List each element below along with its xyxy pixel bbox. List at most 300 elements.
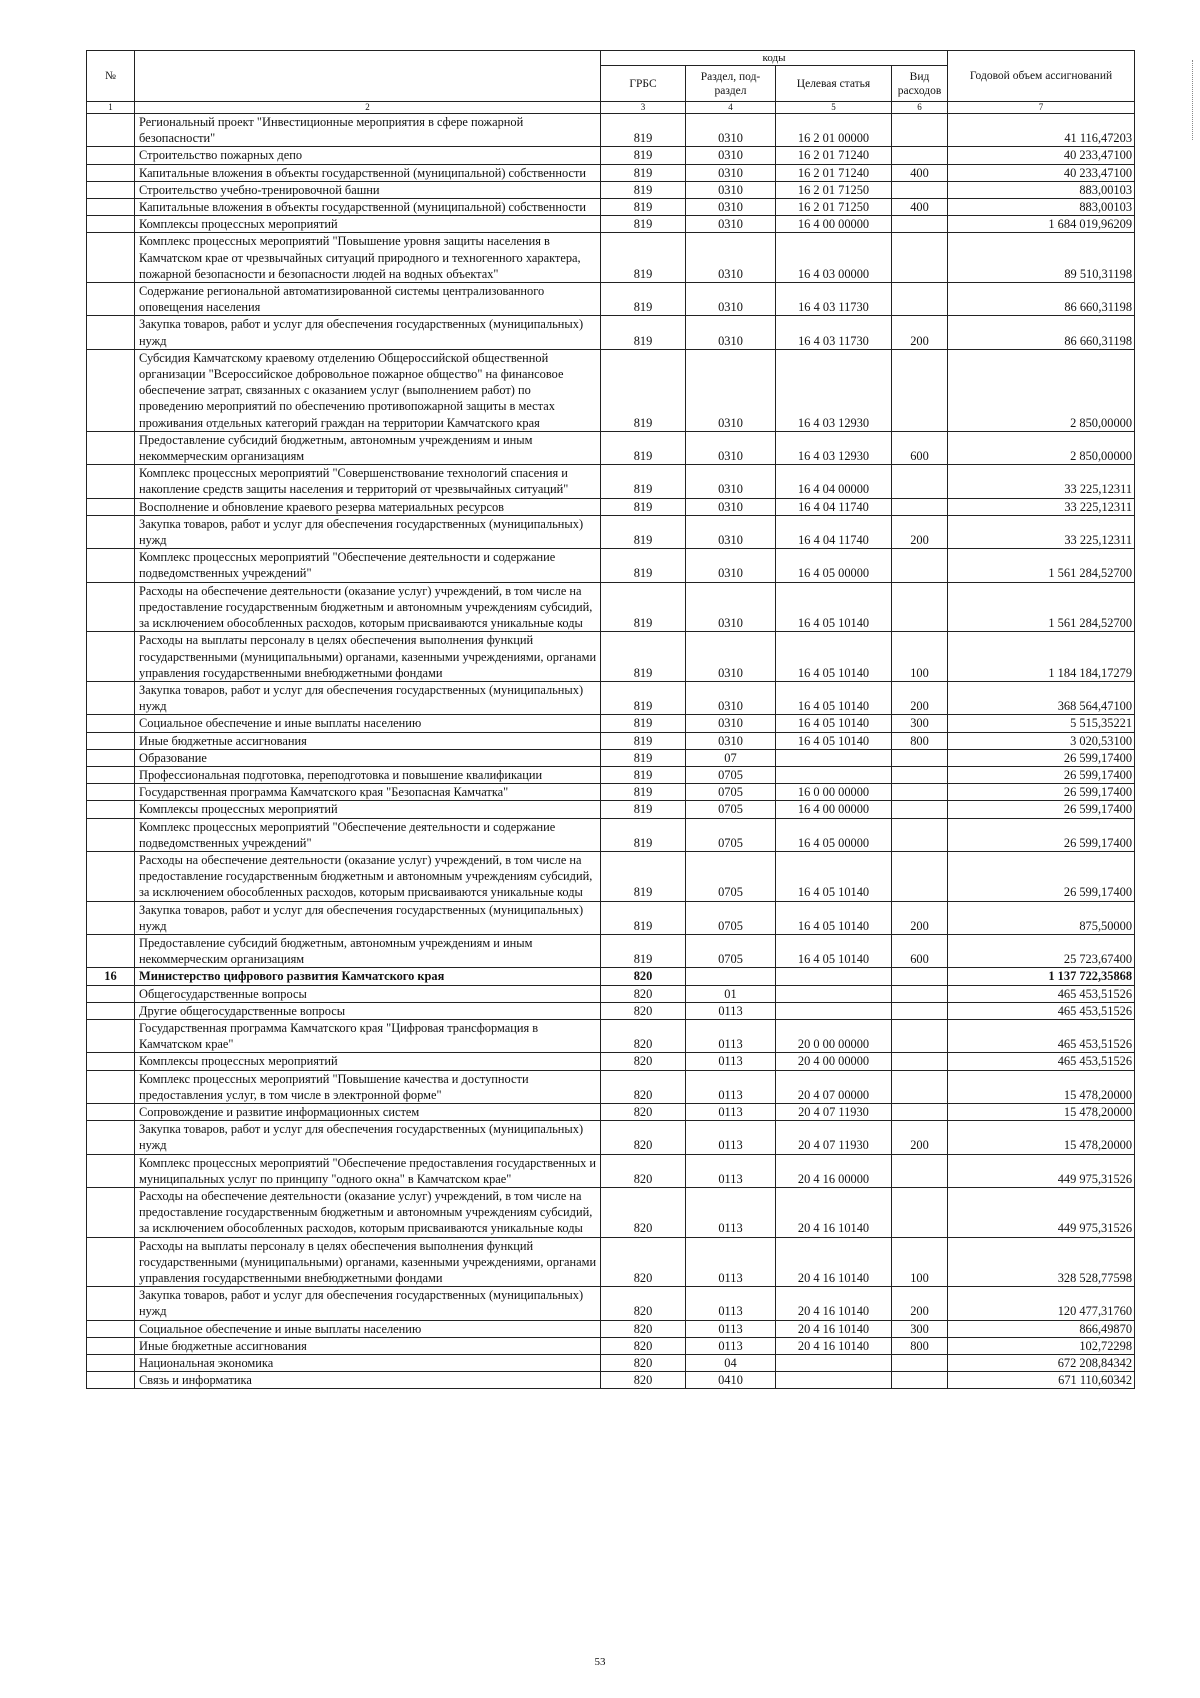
expense-type-code: 400 xyxy=(892,199,948,216)
table-row xyxy=(87,515,1135,548)
item-name: Комплекс процессных мероприятий "Обеспечение деятельности и содержание подведомственных учреждений" xyxy=(135,818,601,851)
column-number: 2 xyxy=(135,102,601,114)
section-code: 0113 xyxy=(686,1002,776,1019)
item-name: Предоставление субсидий бюджетным, автономным учреждениям и иным некоммерческим организациям xyxy=(135,431,601,464)
expense-type-code xyxy=(892,498,948,515)
grbs-code: 819 xyxy=(601,801,686,818)
section-code: 0113 xyxy=(686,1287,776,1320)
target-article-code: 16 0 00 00000 xyxy=(776,784,892,801)
expense-type-code xyxy=(892,283,948,316)
row-number xyxy=(87,749,135,766)
item-name: Расходы на обеспечение деятельности (оказание услуг) учреждений, в том числе на предоставление государственным бюджетным и автономным учреждениям субсидий, за исключением обособленных расходов, которым присваиваются уникальные коды xyxy=(135,851,601,901)
item-name: Региональный проект "Инвестиционные мероприятия в сфере пожарной безопасности" xyxy=(135,114,601,147)
annual-sum: 25 723,67400 xyxy=(948,934,1135,967)
item-name: Другие общегосударственные вопросы xyxy=(135,1002,601,1019)
annual-sum: 15 478,20000 xyxy=(948,1121,1135,1154)
grbs-code: 819 xyxy=(601,181,686,198)
annual-sum: 89 510,31198 xyxy=(948,233,1135,283)
expense-type-code xyxy=(892,233,948,283)
annual-sum: 875,50000 xyxy=(948,901,1135,934)
grbs-code: 820 xyxy=(601,1154,686,1187)
grbs-code: 819 xyxy=(601,164,686,181)
grbs-code: 819 xyxy=(601,901,686,934)
row-number xyxy=(87,851,135,901)
section-code: 0310 xyxy=(686,515,776,548)
target-article-code xyxy=(776,1372,892,1389)
section-code: 0705 xyxy=(686,818,776,851)
annual-sum: 5 515,35221 xyxy=(948,715,1135,732)
row-number xyxy=(87,1053,135,1070)
expense-type-code xyxy=(892,1355,948,1372)
table-row xyxy=(87,801,1135,818)
row-number xyxy=(87,632,135,682)
section-code: 0705 xyxy=(686,901,776,934)
table-row xyxy=(87,1320,1135,1337)
header-annual-sum: Годовой объем ассигнований xyxy=(948,51,1135,102)
expense-type-code: 200 xyxy=(892,901,948,934)
grbs-code: 819 xyxy=(601,766,686,783)
item-name: Восполнение и обновление краевого резерва материальных ресурсов xyxy=(135,498,601,515)
section-code: 0113 xyxy=(686,1237,776,1287)
section-code: 0113 xyxy=(686,1188,776,1238)
expense-type-code: 600 xyxy=(892,934,948,967)
item-name: Комплекс процессных мероприятий "Повышение качества и доступности предоставления услуг, в том числе в электронной форме" xyxy=(135,1070,601,1103)
annual-sum: 15 478,20000 xyxy=(948,1070,1135,1103)
target-article-code: 20 4 07 11930 xyxy=(776,1103,892,1120)
row-number xyxy=(87,766,135,783)
table-row xyxy=(87,216,1135,233)
section-code: 0113 xyxy=(686,1154,776,1187)
item-name: Национальная экономика xyxy=(135,1355,601,1372)
grbs-code: 819 xyxy=(601,681,686,714)
section-code: 0310 xyxy=(686,681,776,714)
target-article-code: 20 4 16 10140 xyxy=(776,1337,892,1354)
page-number: 53 xyxy=(594,1656,606,1668)
table-row xyxy=(87,715,1135,732)
table-row xyxy=(87,283,1135,316)
grbs-code: 820 xyxy=(601,1103,686,1120)
table-row xyxy=(87,784,1135,801)
expense-type-code xyxy=(892,784,948,801)
item-name: Расходы на выплаты персоналу в целях обеспечения выполнения функций государственными (муниципальными) органами, казенными учреждениями, органами управления государственными внебюджетными фондами xyxy=(135,632,601,682)
section-code: 0310 xyxy=(686,549,776,582)
table-row xyxy=(87,749,1135,766)
grbs-code: 819 xyxy=(601,632,686,682)
grbs-code: 819 xyxy=(601,216,686,233)
item-name: Социальное обеспечение и иные выплаты населению xyxy=(135,1320,601,1337)
row-number xyxy=(87,1121,135,1154)
annual-sum: 3 020,53100 xyxy=(948,732,1135,749)
grbs-code: 820 xyxy=(601,985,686,1002)
grbs-code: 820 xyxy=(601,1320,686,1337)
grbs-code: 820 xyxy=(601,1337,686,1354)
grbs-code: 819 xyxy=(601,732,686,749)
table-row xyxy=(87,114,1135,147)
item-name: Комплексы процессных мероприятий xyxy=(135,1053,601,1070)
table-row xyxy=(87,1372,1135,1389)
expense-type-code xyxy=(892,818,948,851)
expense-type-code xyxy=(892,1372,948,1389)
target-article-code: 16 4 04 11740 xyxy=(776,498,892,515)
target-article-code: 16 4 05 10140 xyxy=(776,681,892,714)
annual-sum: 86 660,31198 xyxy=(948,283,1135,316)
target-article-code: 16 4 03 11730 xyxy=(776,283,892,316)
annual-sum: 2 850,00000 xyxy=(948,431,1135,464)
expense-type-code xyxy=(892,114,948,147)
item-name: Расходы на обеспечение деятельности (оказание услуг) учреждений, в том числе на предоставление государственным бюджетным и автономным учреждениям субсидий, за исключением обособленных расходов, которым присваиваются уникальные коды xyxy=(135,1188,601,1238)
row-number xyxy=(87,114,135,147)
grbs-code: 820 xyxy=(601,1372,686,1389)
expense-type-code: 200 xyxy=(892,515,948,548)
annual-sum: 672 208,84342 xyxy=(948,1355,1135,1372)
grbs-code: 820 xyxy=(601,968,686,985)
expense-type-code: 800 xyxy=(892,732,948,749)
section-code: 0705 xyxy=(686,766,776,783)
annual-sum: 33 225,12311 xyxy=(948,465,1135,498)
target-article-code: 16 2 01 71240 xyxy=(776,164,892,181)
annual-sum: 26 599,17400 xyxy=(948,801,1135,818)
row-number xyxy=(87,181,135,198)
table-row xyxy=(87,1188,1135,1238)
section-code: 0310 xyxy=(686,465,776,498)
section-code: 0310 xyxy=(686,349,776,431)
annual-sum: 883,00103 xyxy=(948,181,1135,198)
grbs-code: 820 xyxy=(601,1287,686,1320)
row-number xyxy=(87,1019,135,1052)
expense-type-code: 800 xyxy=(892,1337,948,1354)
grbs-code: 820 xyxy=(601,1019,686,1052)
row-number xyxy=(87,784,135,801)
table-row xyxy=(87,985,1135,1002)
item-name: Строительство пожарных депо xyxy=(135,147,601,164)
item-name: Закупка товаров, работ и услуг для обеспечения государственных (муниципальных) нужд xyxy=(135,515,601,548)
expense-type-code xyxy=(892,1103,948,1120)
column-number: 6 xyxy=(892,102,948,114)
table-row xyxy=(87,465,1135,498)
section-code: 0310 xyxy=(686,181,776,198)
section-code: 0705 xyxy=(686,934,776,967)
target-article-code xyxy=(776,1355,892,1372)
table-row xyxy=(87,431,1135,464)
annual-sum: 465 453,51526 xyxy=(948,1019,1135,1052)
annual-sum: 1 184 184,17279 xyxy=(948,632,1135,682)
annual-sum: 449 975,31526 xyxy=(948,1154,1135,1187)
target-article-code: 16 4 04 11740 xyxy=(776,515,892,548)
grbs-code: 819 xyxy=(601,515,686,548)
section-code: 0113 xyxy=(686,1053,776,1070)
target-article-code: 16 4 03 12930 xyxy=(776,431,892,464)
item-name: Социальное обеспечение и иные выплаты населению xyxy=(135,715,601,732)
section-code: 0310 xyxy=(686,498,776,515)
expense-type-code xyxy=(892,465,948,498)
table-row xyxy=(87,582,1135,632)
section-code: 0310 xyxy=(686,114,776,147)
row-number xyxy=(87,1002,135,1019)
section-code xyxy=(686,968,776,985)
item-name: Комплекс процессных мероприятий "Обеспечение предоставления государственных и муниципальных услуг по принципу "одного окна" в Камчатском крае" xyxy=(135,1154,601,1187)
table-row xyxy=(87,1053,1135,1070)
expense-type-code xyxy=(892,1019,948,1052)
item-name: Расходы на выплаты персоналу в целях обеспечения выполнения функций государственными (муниципальными) органами, казенными учреждениями, органами управления государственными внебюджетными фондами xyxy=(135,1237,601,1287)
grbs-code: 820 xyxy=(601,1237,686,1287)
annual-sum: 1 561 284,52700 xyxy=(948,582,1135,632)
section-code: 0310 xyxy=(686,164,776,181)
expense-type-code xyxy=(892,1188,948,1238)
table-row xyxy=(87,681,1135,714)
target-article-code: 20 4 16 00000 xyxy=(776,1154,892,1187)
row-number: 16 xyxy=(87,968,135,985)
item-name: Связь и информатика xyxy=(135,1372,601,1389)
item-name: Иные бюджетные ассигнования xyxy=(135,1337,601,1354)
item-name: Иные бюджетные ассигнования xyxy=(135,732,601,749)
expense-type-code xyxy=(892,1070,948,1103)
annual-sum: 465 453,51526 xyxy=(948,985,1135,1002)
item-name: Расходы на обеспечение деятельности (оказание услуг) учреждений, в том числе на предоставление государственным бюджетным и автономным учреждениям субсидий, за исключением обособленных расходов, которым присваиваются уникальные коды xyxy=(135,582,601,632)
expense-type-code: 100 xyxy=(892,632,948,682)
grbs-code: 819 xyxy=(601,749,686,766)
section-code: 0705 xyxy=(686,784,776,801)
annual-sum: 26 599,17400 xyxy=(948,818,1135,851)
target-article-code: 16 2 01 71240 xyxy=(776,147,892,164)
row-number xyxy=(87,1287,135,1320)
expense-type-code: 200 xyxy=(892,1121,948,1154)
section-code: 0310 xyxy=(686,216,776,233)
item-name: Государственная программа Камчатского края "Цифровая трансформация в Камчатском крае" xyxy=(135,1019,601,1052)
target-article-code: 20 4 16 10140 xyxy=(776,1188,892,1238)
expense-type-code: 200 xyxy=(892,316,948,349)
item-name: Комплекс процессных мероприятий "Обеспечение деятельности и содержание подведомственных учреждений" xyxy=(135,549,601,582)
row-number xyxy=(87,233,135,283)
table-row xyxy=(87,732,1135,749)
table-row xyxy=(87,147,1135,164)
section-code: 0310 xyxy=(686,147,776,164)
section-code: 0310 xyxy=(686,233,776,283)
annual-sum: 120 477,31760 xyxy=(948,1287,1135,1320)
item-name: Строительство учебно-тренировочной башни xyxy=(135,181,601,198)
expense-type-code xyxy=(892,985,948,1002)
expense-type-code xyxy=(892,766,948,783)
target-article-code xyxy=(776,1002,892,1019)
table-row xyxy=(87,316,1135,349)
row-number xyxy=(87,934,135,967)
expense-type-code xyxy=(892,1154,948,1187)
annual-sum: 40 233,47100 xyxy=(948,164,1135,181)
expense-type-code xyxy=(892,181,948,198)
expense-type-code: 600 xyxy=(892,431,948,464)
row-number xyxy=(87,549,135,582)
target-article-code: 16 4 05 10140 xyxy=(776,851,892,901)
expense-type-code xyxy=(892,749,948,766)
annual-sum: 866,49870 xyxy=(948,1320,1135,1337)
target-article-code: 16 4 05 00000 xyxy=(776,549,892,582)
row-number xyxy=(87,1372,135,1389)
grbs-code: 820 xyxy=(601,1121,686,1154)
target-article-code xyxy=(776,968,892,985)
expense-type-code: 200 xyxy=(892,681,948,714)
section-code: 0310 xyxy=(686,431,776,464)
annual-sum: 1 561 284,52700 xyxy=(948,549,1135,582)
section-code: 0113 xyxy=(686,1337,776,1354)
header-num: № xyxy=(87,51,135,102)
table-row xyxy=(87,1103,1135,1120)
table-row xyxy=(87,181,1135,198)
expense-type-code: 300 xyxy=(892,715,948,732)
grbs-code: 819 xyxy=(601,283,686,316)
section-code: 0310 xyxy=(686,582,776,632)
row-number xyxy=(87,681,135,714)
budget-allocation-table xyxy=(86,50,1135,1389)
annual-sum: 328 528,77598 xyxy=(948,1237,1135,1287)
target-article-code: 16 4 00 00000 xyxy=(776,801,892,818)
grbs-code: 819 xyxy=(601,582,686,632)
section-code: 07 xyxy=(686,749,776,766)
target-article-code: 20 4 16 10140 xyxy=(776,1320,892,1337)
target-article-code: 20 4 07 11930 xyxy=(776,1121,892,1154)
row-number xyxy=(87,498,135,515)
section-code: 01 xyxy=(686,985,776,1002)
grbs-code: 819 xyxy=(601,199,686,216)
item-name: Закупка товаров, работ и услуг для обеспечения государственных (муниципальных) нужд xyxy=(135,901,601,934)
target-article-code: 16 2 01 71250 xyxy=(776,199,892,216)
annual-sum: 26 599,17400 xyxy=(948,851,1135,901)
grbs-code: 819 xyxy=(601,715,686,732)
table-row xyxy=(87,1355,1135,1372)
expense-type-code xyxy=(892,1053,948,1070)
row-number xyxy=(87,818,135,851)
section-code: 0310 xyxy=(686,283,776,316)
item-name: Комплексы процессных мероприятий xyxy=(135,801,601,818)
row-number xyxy=(87,1154,135,1187)
annual-sum: 368 564,47100 xyxy=(948,681,1135,714)
row-number xyxy=(87,582,135,632)
annual-sum: 86 660,31198 xyxy=(948,316,1135,349)
row-number xyxy=(87,1355,135,1372)
column-number: 4 xyxy=(686,102,776,114)
section-code: 0310 xyxy=(686,632,776,682)
target-article-code: 16 2 01 00000 xyxy=(776,114,892,147)
section-code: 0113 xyxy=(686,1121,776,1154)
row-number xyxy=(87,199,135,216)
table-row xyxy=(87,1287,1135,1320)
target-article-code: 20 0 00 00000 xyxy=(776,1019,892,1052)
row-number xyxy=(87,715,135,732)
target-article-code: 16 4 05 10140 xyxy=(776,582,892,632)
annual-sum: 33 225,12311 xyxy=(948,498,1135,515)
table-row xyxy=(87,934,1135,967)
row-number xyxy=(87,147,135,164)
annual-sum: 26 599,17400 xyxy=(948,749,1135,766)
item-name: Закупка товаров, работ и услуг для обеспечения государственных (муниципальных) нужд xyxy=(135,681,601,714)
annual-sum: 465 453,51526 xyxy=(948,1002,1135,1019)
item-name: Предоставление субсидий бюджетным, автономным учреждениям и иным некоммерческим организациям xyxy=(135,934,601,967)
target-article-code: 16 4 04 00000 xyxy=(776,465,892,498)
annual-sum: 1 684 019,96209 xyxy=(948,216,1135,233)
table-row xyxy=(87,1237,1135,1287)
row-number xyxy=(87,1188,135,1238)
grbs-code: 819 xyxy=(601,784,686,801)
row-number xyxy=(87,431,135,464)
grbs-code: 819 xyxy=(601,431,686,464)
table-row xyxy=(87,766,1135,783)
scan-edge-mark xyxy=(1192,60,1196,140)
target-article-code: 16 4 00 00000 xyxy=(776,216,892,233)
expense-type-code xyxy=(892,1002,948,1019)
annual-sum: 883,00103 xyxy=(948,199,1135,216)
section-code: 04 xyxy=(686,1355,776,1372)
row-number xyxy=(87,1070,135,1103)
annual-sum: 33 225,12311 xyxy=(948,515,1135,548)
table-row xyxy=(87,901,1135,934)
annual-sum: 671 110,60342 xyxy=(948,1372,1135,1389)
table-row xyxy=(87,549,1135,582)
table-row xyxy=(87,349,1135,431)
target-article-code: 16 2 01 71250 xyxy=(776,181,892,198)
row-number xyxy=(87,1320,135,1337)
expense-type-code xyxy=(892,582,948,632)
table-row xyxy=(87,498,1135,515)
grbs-code: 819 xyxy=(601,316,686,349)
section-code: 0113 xyxy=(686,1103,776,1120)
annual-sum: 2 850,00000 xyxy=(948,349,1135,431)
annual-sum: 15 478,20000 xyxy=(948,1103,1135,1120)
target-article-code xyxy=(776,985,892,1002)
target-article-code xyxy=(776,749,892,766)
target-article-code: 20 4 16 10140 xyxy=(776,1287,892,1320)
target-article-code: 16 4 03 00000 xyxy=(776,233,892,283)
expense-type-code xyxy=(892,801,948,818)
section-code: 0705 xyxy=(686,851,776,901)
header-codes: коды xyxy=(601,51,948,66)
table-row xyxy=(87,199,1135,216)
target-article-code: 20 4 16 10140 xyxy=(776,1237,892,1287)
table-row xyxy=(87,1002,1135,1019)
table-row xyxy=(87,818,1135,851)
item-name: Профессиональная подготовка, переподготовка и повышение квалификации xyxy=(135,766,601,783)
row-number xyxy=(87,1337,135,1354)
expense-type-code xyxy=(892,349,948,431)
grbs-code: 819 xyxy=(601,114,686,147)
row-number xyxy=(87,283,135,316)
item-name: Государственная программа Камчатского края "Безопасная Камчатка" xyxy=(135,784,601,801)
grbs-code: 820 xyxy=(601,1188,686,1238)
target-article-code: 16 4 05 10140 xyxy=(776,934,892,967)
annual-sum: 1 137 722,35868 xyxy=(948,968,1135,985)
row-number xyxy=(87,515,135,548)
target-article-code: 20 4 07 00000 xyxy=(776,1070,892,1103)
target-article-code: 16 4 03 11730 xyxy=(776,316,892,349)
budget-table-sheet xyxy=(86,50,1134,1389)
section-code: 0113 xyxy=(686,1070,776,1103)
table-row xyxy=(87,968,1135,985)
header-expense-type: Вид расходов xyxy=(892,66,948,102)
item-name: Капитальные вложения в объекты государственной (муниципальной) собственности xyxy=(135,164,601,181)
annual-sum: 465 453,51526 xyxy=(948,1053,1135,1070)
row-number xyxy=(87,216,135,233)
column-number: 1 xyxy=(87,102,135,114)
item-name: Субсидия Камчатскому краевому отделению Общероссийской общественной организации "Всероссийское добровольное пожарное общество" на финансовое обеспечение затрат, связанных с оказанием услуг (выполнением работ) по проведению мероприятий по обеспечению противопожарной защиты в местах проживания отдельных категорий граждан на территории Камчатского края xyxy=(135,349,601,431)
expense-type-code xyxy=(892,147,948,164)
section-code: 0410 xyxy=(686,1372,776,1389)
header-grbs: ГРБС xyxy=(601,66,686,102)
expense-type-code: 100 xyxy=(892,1237,948,1287)
target-article-code: 16 4 05 10140 xyxy=(776,732,892,749)
grbs-code: 819 xyxy=(601,465,686,498)
expense-type-code xyxy=(892,216,948,233)
section-code: 0705 xyxy=(686,801,776,818)
row-number xyxy=(87,801,135,818)
target-article-code xyxy=(776,766,892,783)
item-name: Закупка товаров, работ и услуг для обеспечения государственных (муниципальных) нужд xyxy=(135,1287,601,1320)
